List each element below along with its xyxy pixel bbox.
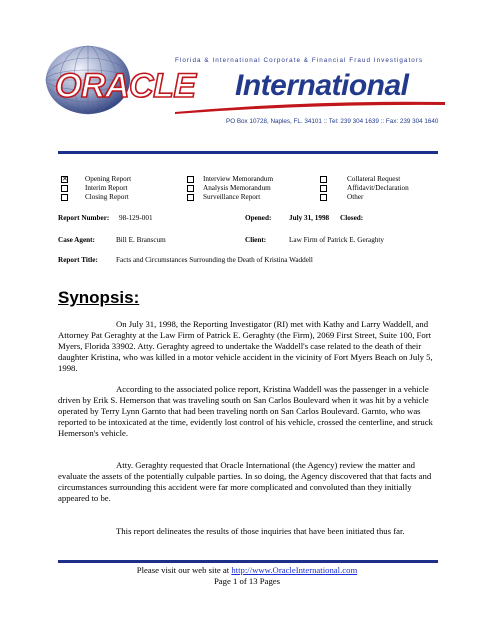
report-title-value: Facts and Circumstances Surrounding the Death of Kristina Waddell <box>116 256 313 264</box>
checkbox-label: Interview Memorandum <box>203 175 274 183</box>
checkbox-label: Surveillance Report <box>203 193 261 201</box>
checkbox-opening-report[interactable] <box>61 176 68 183</box>
logo-oracle-text: ORACLE <box>55 67 196 105</box>
page-number: Page 1 of 13 Pages <box>213 576 281 586</box>
footer-visit-text: Please visit our web site at <box>136 565 232 575</box>
synopsis-paragraph: Atty. Geraghty requested that Oracle International (the Agency) review the matter and evaluate the assets of the potentially culpable parties. In so doing, the Agency discovered that that facts and circumstances surrounding this accident were far more complicated and convoluted than they initially appeared to be. <box>58 460 432 503</box>
website-link[interactable]: http://www.OracleInternational.com <box>231 565 358 575</box>
report-title-label: Report Title: <box>58 256 98 264</box>
header-divider <box>58 151 438 154</box>
case-agent-value: Bill E. Branscum <box>116 236 166 244</box>
logo-international-text: International <box>235 69 409 102</box>
opened-value: July 31, 1998 <box>289 214 330 222</box>
footer-divider <box>58 560 438 563</box>
checkbox-collateral-request[interactable] <box>320 176 327 183</box>
closed-label: Closed: <box>340 214 364 222</box>
checkbox-interview-memorandum[interactable] <box>187 176 194 183</box>
letterhead-tagline: Florida & International Corporate & Financial Fraud Investigators <box>175 57 424 64</box>
logo-swoosh <box>175 98 445 114</box>
synopsis-heading: Synopsis: <box>58 288 140 307</box>
checkbox-closing-report[interactable] <box>61 194 68 201</box>
synopsis-paragraph: This report delineates the results of those inquiries that have been initiated thus far. <box>116 526 405 536</box>
checkbox-label: Affidavit/Declaration <box>347 184 409 192</box>
client-value: Law Firm of Patrick E. Geraghty <box>289 236 385 244</box>
client-label: Client: <box>245 236 267 244</box>
checkbox-label: Other <box>347 193 364 201</box>
checkbox-label: Closing Report <box>85 193 129 201</box>
checkbox-other[interactable] <box>320 194 327 201</box>
checkbox-analysis-memorandum[interactable] <box>187 185 194 192</box>
checkbox-surveillance-report[interactable] <box>187 194 194 201</box>
checkbox-interim-report[interactable] <box>61 185 68 192</box>
checkbox-label: Collateral Request <box>347 175 401 183</box>
report-number-label: Report Number: <box>58 214 110 222</box>
synopsis-paragraph: According to the associated police report, Kristina Waddell was the passenger in a vehicle driven by Erik S. Hemerson that was traveling south on San Carlos Boulevard when it was hit by a vehicle operated by Terry Lynn Garnto that had been traveling north on San Carlos Boulevard. Garnto, who was reported to be intoxicated at the time, evidently lost control of his vehicle, crossed the centerline, and struck Hemerson's vehicle. <box>58 384 433 438</box>
opened-label: Opened: <box>245 214 272 222</box>
checkbox-label: Analysis Memorandum <box>203 184 271 192</box>
letterhead-contact: PO Box 10728, Naples, FL. 34101 :: Tel: 239 304 1639 :: Fax: 239 304 1640 <box>226 118 439 125</box>
synopsis-paragraph: On July 31, 1998, the Reporting Investigator (RI) met with Kathy and Larry Waddell, and Attorney Pat Geraghty at the Law Firm of Patrick E. Geraghty (the Firm), 2069 First Street, Suite 100, Fort Myers, Florida 33902. Atty. Geraghty agreed to undertake the Waddell's case related to the death of their daughter Kristina, who was killed in a motor vehicle accident in the vicinity of Fort Myers Beach on July 5, 1998. <box>58 319 433 373</box>
checkbox-label: Interim Report <box>85 184 128 192</box>
report-number-value: 98-129-001 <box>119 214 153 222</box>
footer-website-line <box>0 565 494 575</box>
case-agent-label: Case Agent: <box>58 236 95 244</box>
checkbox-affidavit-declaration[interactable] <box>320 185 327 192</box>
checkbox-label: Opening Report <box>85 175 132 183</box>
